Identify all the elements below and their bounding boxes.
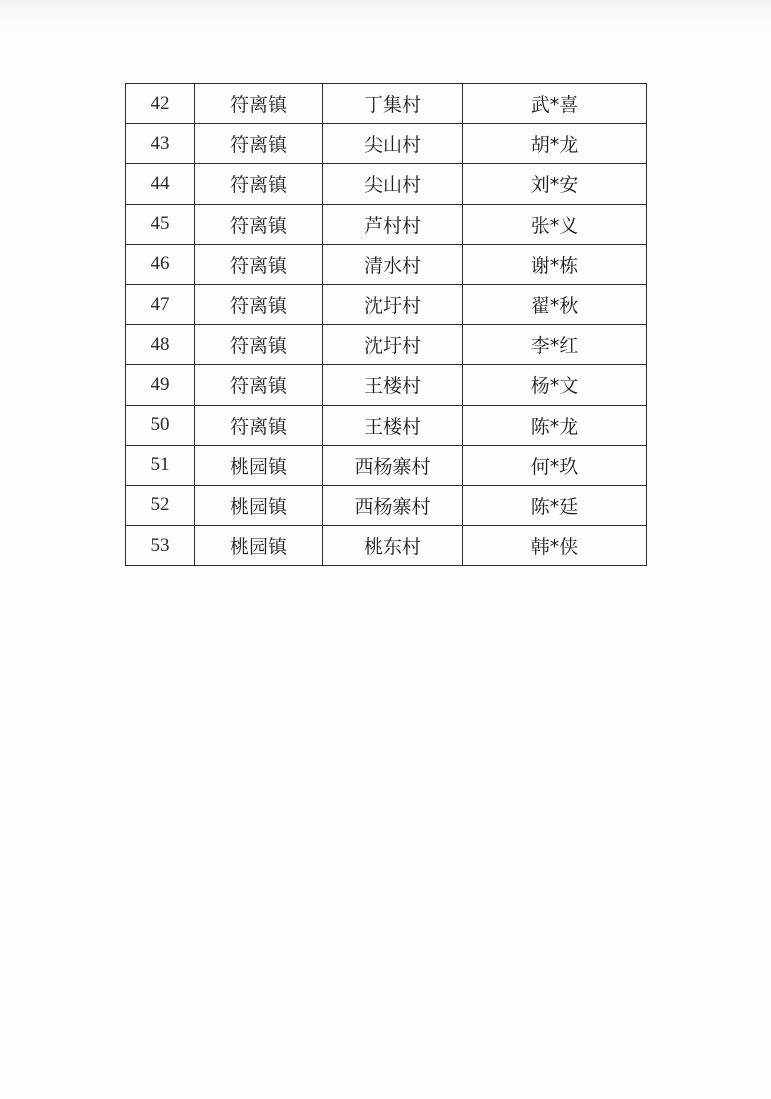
village-cell: 尖山村: [323, 124, 463, 164]
row-number: 46: [126, 244, 195, 284]
town-cell: 符离镇: [195, 164, 323, 204]
table-row: [126, 84, 647, 124]
table-row: [126, 284, 647, 324]
town-cell: 符离镇: [195, 244, 323, 284]
village-cell: 沈圩村: [323, 325, 463, 365]
village-cell: 芦村村: [323, 204, 463, 244]
person-name-cell: 杨*文: [463, 365, 647, 405]
town-cell: 符离镇: [195, 84, 323, 124]
village-cell: 王楼村: [323, 365, 463, 405]
row-number: 53: [126, 526, 195, 566]
table-row: [126, 365, 647, 405]
town-cell: 符离镇: [195, 284, 323, 324]
row-number: 44: [126, 164, 195, 204]
village-cell: 沈圩村: [323, 284, 463, 324]
row-number: 42: [126, 84, 195, 124]
village-cell: 丁集村: [323, 84, 463, 124]
table-row: [126, 244, 647, 284]
row-number: 48: [126, 325, 195, 365]
person-name-cell: 何*玖: [463, 445, 647, 485]
person-name-cell: 武*喜: [463, 84, 647, 124]
person-name-cell: 翟*秋: [463, 284, 647, 324]
table-row: [126, 405, 647, 445]
row-number: 50: [126, 405, 195, 445]
town-cell: 符离镇: [195, 365, 323, 405]
table-row: [126, 485, 647, 525]
table-row: [126, 124, 647, 164]
person-name-cell: 韩*侠: [463, 526, 647, 566]
person-name-cell: 陈*龙: [463, 405, 647, 445]
table-row: [126, 164, 647, 204]
table-row: [126, 204, 647, 244]
person-name-cell: 谢*栋: [463, 244, 647, 284]
table-row: [126, 526, 647, 566]
row-number: 52: [126, 485, 195, 525]
person-name-cell: 李*红: [463, 325, 647, 365]
row-number: 45: [126, 204, 195, 244]
row-number: 47: [126, 284, 195, 324]
town-cell: 桃园镇: [195, 485, 323, 525]
village-cell: 桃东村: [323, 526, 463, 566]
town-cell: 符离镇: [195, 124, 323, 164]
town-cell: 桃园镇: [195, 526, 323, 566]
table-row: [126, 325, 647, 365]
town-cell: 符离镇: [195, 325, 323, 365]
person-name-cell: 张*义: [463, 204, 647, 244]
town-cell: 符离镇: [195, 204, 323, 244]
table-row: [126, 445, 647, 485]
village-cell: 清水村: [323, 244, 463, 284]
person-name-cell: 刘*安: [463, 164, 647, 204]
village-cell: 王楼村: [323, 405, 463, 445]
person-name-cell: 胡*龙: [463, 124, 647, 164]
row-number: 49: [126, 365, 195, 405]
village-cell: 西杨寨村: [323, 485, 463, 525]
town-cell: 符离镇: [195, 405, 323, 445]
row-number: 51: [126, 445, 195, 485]
village-cell: 尖山村: [323, 164, 463, 204]
person-name-cell: 陈*廷: [463, 485, 647, 525]
town-cell: 桃园镇: [195, 445, 323, 485]
village-cell: 西杨寨村: [323, 445, 463, 485]
row-number: 43: [126, 124, 195, 164]
roster-table: [125, 83, 647, 566]
